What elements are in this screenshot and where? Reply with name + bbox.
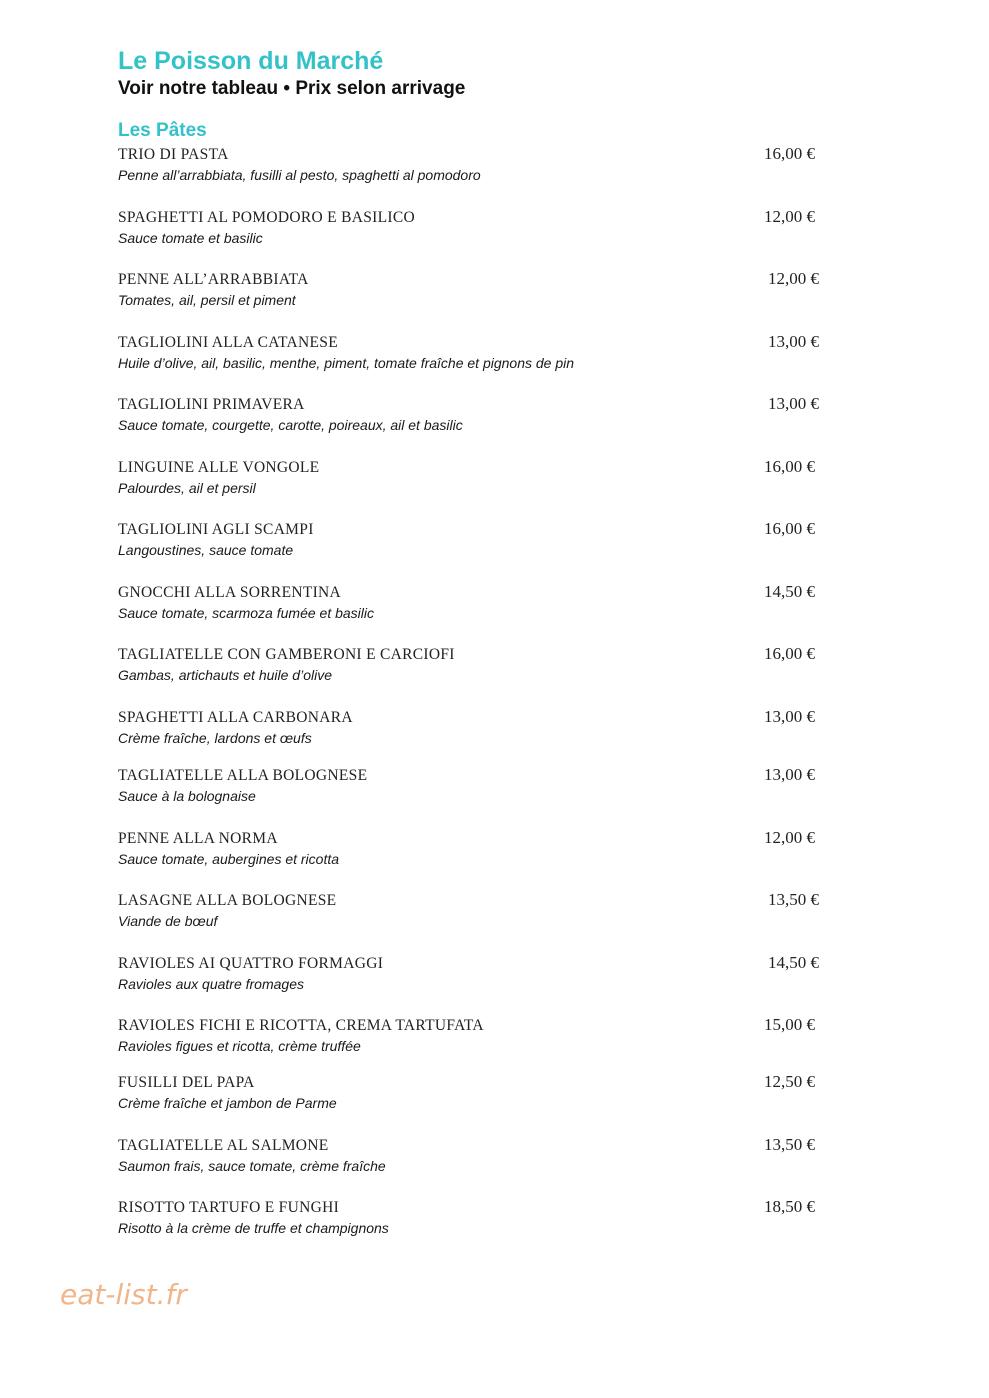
dish-description: Tomates, ail, persil et piment	[118, 292, 296, 308]
dish-name: RAVIOLES FICHI E RICOTTA, CREMA TARTUFATA	[118, 1017, 484, 1034]
dish-price: 13,50 €	[764, 1135, 815, 1154]
dish-name: SPAGHETTI ALLA CARBONARA	[118, 709, 353, 726]
pasta-section-title: Les Pâtes	[118, 120, 207, 141]
dish-name: RISOTTO TARTUFO E FUNGHI	[118, 1199, 340, 1216]
menu-item	[118, 955, 838, 999]
dish-price: 12,50 €	[764, 1072, 815, 1091]
menu-item	[118, 1199, 838, 1243]
menu-item	[118, 459, 838, 503]
dish-description: Sauce tomate, aubergines et ricotta	[118, 851, 340, 867]
dish-price: 12,00 €	[764, 828, 815, 847]
dish-price: 13,00 €	[768, 394, 819, 413]
dish-name: TAGLIOLINI PRIMAVERA	[118, 396, 305, 413]
menu-item	[118, 396, 838, 440]
dish-name: LINGUINE ALLE VONGOLE	[118, 459, 320, 476]
dish-price: 13,00 €	[768, 332, 819, 351]
fish-of-the-day-title: Le Poisson du Marché	[118, 47, 384, 75]
dish-name: LASAGNE ALLA BOLOGNESE	[118, 892, 337, 909]
menu-item	[118, 334, 838, 378]
dish-name: PENNE ALL’ARRABBIATA	[118, 271, 309, 288]
dish-price: 16,00 €	[764, 519, 815, 538]
dish-name: TAGLIOLINI AGLI SCAMPI	[118, 521, 314, 538]
dish-description: Sauce tomate, scarmoza fumée et basilic	[118, 605, 375, 621]
dish-description: Viande de bœuf	[118, 913, 218, 929]
dish-name: TRIO DI PASTA	[118, 146, 229, 163]
dish-name: RAVIOLES AI QUATTRO FORMAGGI	[118, 955, 384, 972]
dish-name: TAGLIATELLE CON GAMBERONI E CARCIOFI	[118, 646, 455, 663]
dish-name: TAGLIATELLE AL SALMONE	[118, 1137, 329, 1154]
dish-description: Palourdes, ail et persil	[118, 480, 256, 496]
dish-price: 16,00 €	[764, 644, 815, 663]
dish-name: TAGLIATELLE ALLA BOLOGNESE	[118, 767, 368, 784]
dish-price: 12,00 €	[764, 207, 815, 226]
dish-description: Crème fraîche, lardons et œufs	[118, 730, 312, 746]
dish-description: Huile d’olive, ail, basilic, menthe, piment, tomate fraîche et pignons de pin	[118, 355, 575, 371]
dish-description: Penne all’arrabbiata, fusilli al pesto, spaghetti al pomodoro	[118, 167, 481, 183]
dish-price: 16,00 €	[764, 144, 815, 163]
dish-description: Ravioles aux quatre fromages	[118, 976, 304, 992]
dish-name: FUSILLI DEL PAPA	[118, 1074, 255, 1091]
dish-name: SPAGHETTI AL POMODORO E BASILICO	[118, 209, 415, 226]
menu-item	[118, 146, 838, 190]
dish-description: Langoustines, sauce tomate	[118, 542, 294, 558]
fish-of-the-day-subtitle: Voir notre tableau • Prix selon arrivage	[118, 78, 466, 99]
dish-description: Crème fraîche et jambon de Parme	[118, 1095, 337, 1111]
dish-price: 12,00 €	[768, 269, 819, 288]
dish-price: 14,50 €	[768, 953, 819, 972]
menu-item	[118, 209, 838, 253]
menu-item	[118, 521, 838, 565]
dish-price: 15,00 €	[764, 1015, 815, 1034]
dish-description: Gambas, artichauts et huile d’olive	[118, 667, 332, 683]
dish-price: 13,50 €	[768, 890, 819, 909]
dish-price: 18,50 €	[764, 1197, 815, 1216]
dish-description: Risotto à la crème de truffe et champignons	[118, 1220, 389, 1236]
menu-item	[118, 767, 838, 811]
menu-item	[118, 1074, 838, 1118]
menu-item	[118, 709, 838, 753]
dish-name: GNOCCHI ALLA SORRENTINA	[118, 584, 342, 601]
menu-item	[118, 830, 838, 874]
dish-price: 13,00 €	[764, 707, 815, 726]
eat-list-watermark: eat-list.fr	[60, 1278, 187, 1311]
menu-item	[118, 646, 838, 690]
dish-description: Ravioles figues et ricotta, crème truffée	[118, 1038, 361, 1054]
dish-price: 14,50 €	[764, 582, 815, 601]
dish-description: Sauce tomate et basilic	[118, 230, 263, 246]
menu-item	[118, 892, 838, 936]
menu-item	[118, 584, 838, 628]
dish-price: 13,00 €	[764, 765, 815, 784]
dish-price: 16,00 €	[764, 457, 815, 476]
dish-name: PENNE ALLA NORMA	[118, 830, 278, 847]
menu-item	[118, 1017, 838, 1061]
dish-name: TAGLIOLINI ALLA CATANESE	[118, 334, 338, 351]
dish-description: Sauce tomate, courgette, carotte, poireaux, ail et basilic	[118, 417, 463, 433]
dish-description: Sauce à la bolognaise	[118, 788, 256, 804]
menu-item	[118, 271, 838, 315]
menu-item	[118, 1137, 838, 1181]
dish-description: Saumon frais, sauce tomate, crème fraîche	[118, 1158, 386, 1174]
